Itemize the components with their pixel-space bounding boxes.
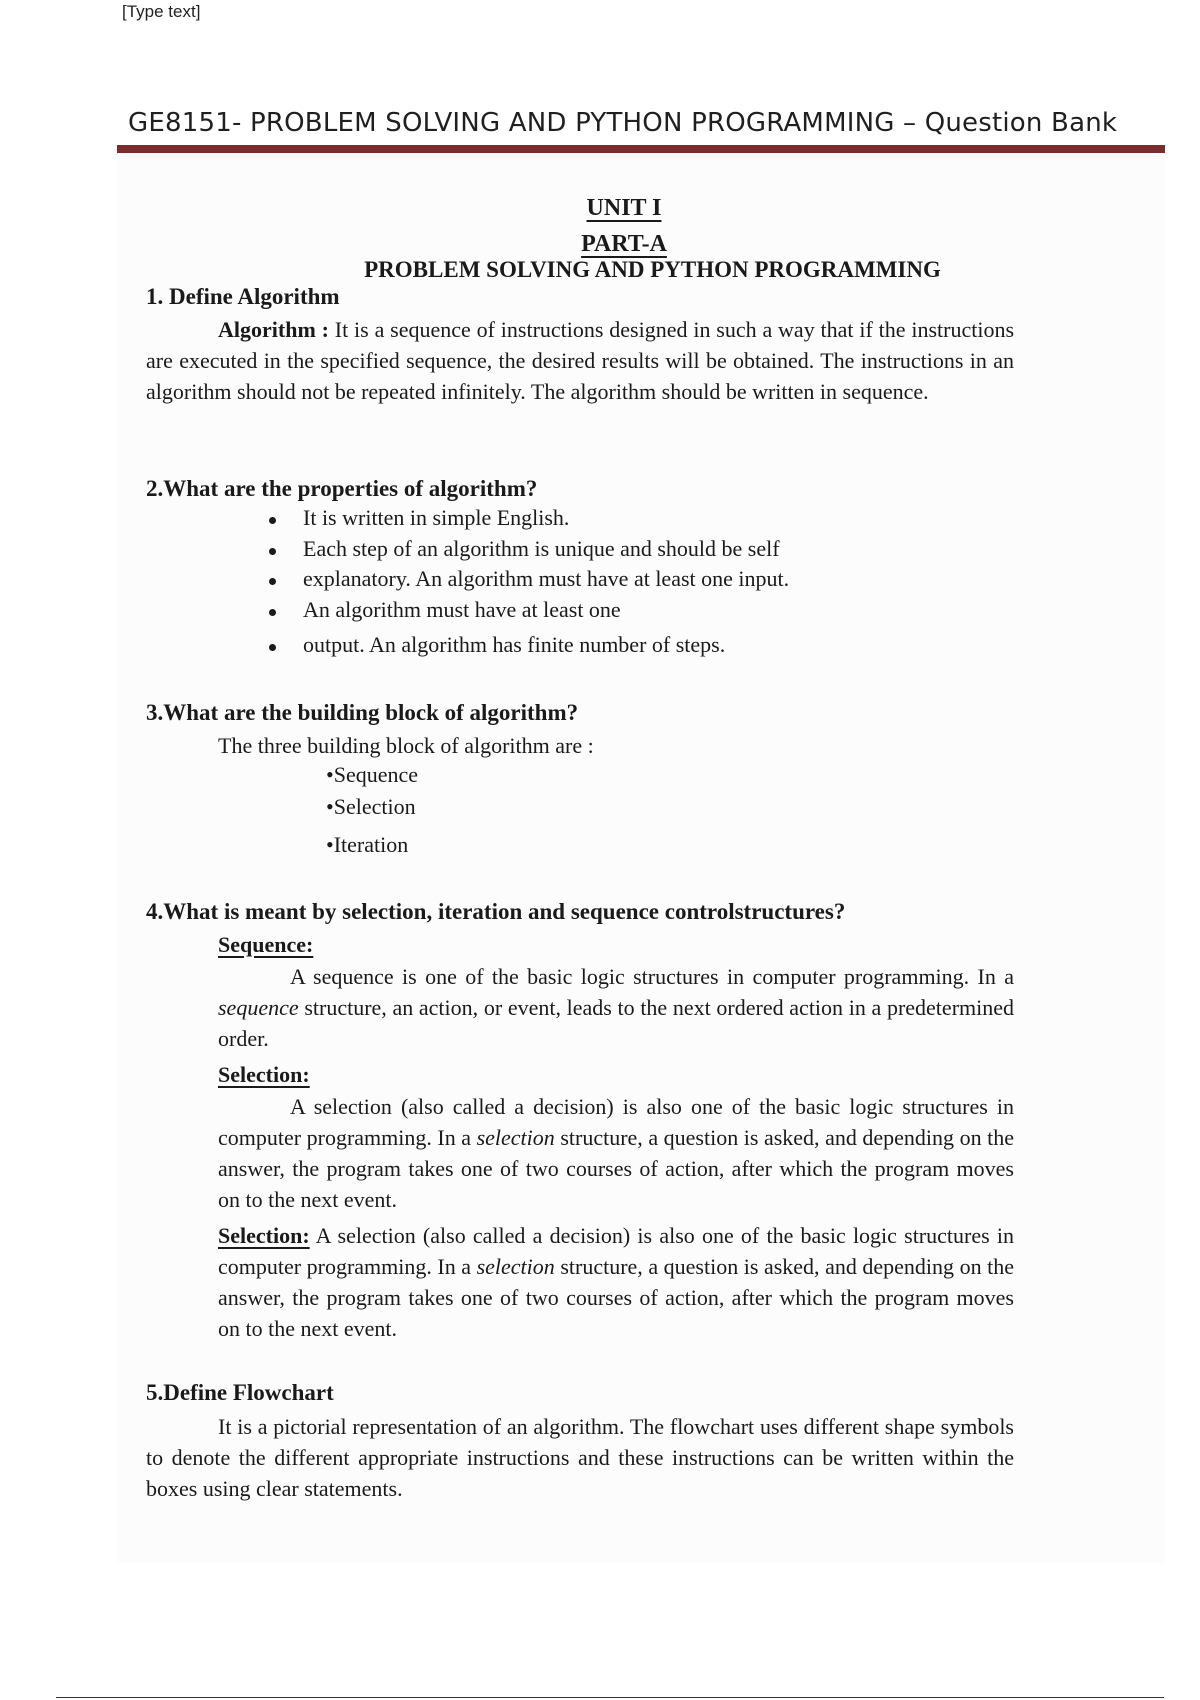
question-5-title: 5.Define Flowchart bbox=[146, 1380, 334, 1405]
bullet-icon bbox=[269, 578, 276, 585]
selection-2-text-cont: structure, a question is asked, and depending on the answer, the program takes one of two courses of action, after which the program moves on to the next event. bbox=[218, 1254, 1014, 1341]
sequence-emphasis: sequence bbox=[218, 995, 299, 1020]
sequence-paragraph bbox=[218, 961, 1014, 1054]
sequence-heading bbox=[218, 929, 1014, 960]
selection-2-heading: Selection: bbox=[218, 1223, 310, 1248]
bullet-icon bbox=[269, 609, 276, 616]
list-item: •Sequence bbox=[326, 762, 418, 787]
algorithm-term: Algorithm : bbox=[218, 317, 329, 342]
question-3-intro: The three building block of algorithm are : bbox=[218, 733, 594, 758]
algorithm-definition: It is a sequence of instructions designed in such a way that if the instructions are executed in the specified sequence, the desired results will be obtained. The instructions in an algorithm should not be repeated infinitely. The algorithm should be written in sequence. bbox=[146, 317, 1015, 404]
selection-text-cont: structure, a question is asked, and depending on the answer, the program takes one of two courses of action, after which the program moves on to the next event. bbox=[218, 1125, 1014, 1212]
selection-2-text: A selection (also called a decision) is also one of the basic logic structures in computer programming. In a bbox=[218, 1223, 1014, 1279]
building-blocks-list bbox=[326, 762, 418, 864]
question-4-title: 4.What is meant by selection, iteration and sequence controlstructures? bbox=[146, 899, 846, 924]
sequence-text: A sequence is one of the basic logic structures in computer programming. In a bbox=[290, 964, 1014, 989]
part-heading: PART-A bbox=[581, 231, 667, 257]
list-item bbox=[266, 632, 789, 663]
list-item-text: An algorithm must have at least one bbox=[303, 596, 621, 622]
selection-heading bbox=[218, 1059, 1014, 1090]
selection-2-paragraph bbox=[218, 1220, 1014, 1344]
question-3-title: 3.What are the building block of algorithm? bbox=[146, 700, 579, 725]
list-item: •Selection bbox=[326, 794, 416, 819]
sequence-heading-text: Sequence: bbox=[218, 932, 314, 957]
list-item-text: Each step of an algorithm is unique and should be self bbox=[303, 535, 780, 561]
question-5-answer bbox=[146, 1411, 1014, 1504]
bottom-rule bbox=[56, 1697, 1164, 1698]
list-item bbox=[266, 505, 789, 536]
title-rule bbox=[117, 145, 1165, 153]
bullet-icon bbox=[269, 517, 276, 524]
unit-heading: UNIT I bbox=[586, 195, 662, 221]
selection-paragraph bbox=[218, 1091, 1014, 1215]
subject-heading: PROBLEM SOLVING AND PYTHON PROGRAMMING bbox=[364, 257, 941, 282]
sequence-text-cont: structure, an action, or event, leads to the next ordered action in a predetermined order. bbox=[218, 995, 1015, 1051]
selection-text: A selection (also called a decision) is also one of the basic logic structures in computer programming. In a bbox=[218, 1094, 1014, 1150]
list-item bbox=[266, 536, 789, 567]
document-title: GE8151- PROBLEM SOLVING AND PYTHON PROGRAMMING – Question Bank bbox=[128, 108, 1118, 138]
bullet-icon bbox=[269, 548, 276, 555]
selection-emphasis: selection bbox=[476, 1125, 555, 1150]
list-item: •Iteration bbox=[326, 832, 409, 857]
question-1-answer bbox=[146, 314, 1014, 407]
selection-2-emphasis: selection bbox=[476, 1254, 555, 1279]
list-item-text: explanatory. An algorithm must have at least one input. bbox=[303, 566, 790, 591]
question-2-title: 2.What are the properties of algorithm? bbox=[146, 476, 538, 501]
list-item bbox=[266, 566, 789, 597]
flowchart-definition: It is a pictorial representation of an algorithm. The flowchart uses different shape symbols to denote the different appropriate instructions and these instructions can be written within the boxes using clear statements. bbox=[146, 1414, 1014, 1501]
list-item bbox=[266, 597, 789, 632]
bullet-icon bbox=[269, 644, 276, 651]
selection-heading-text: Selection: bbox=[218, 1062, 310, 1087]
list-item-text: output. An algorithm has finite number of steps. bbox=[303, 631, 726, 657]
properties-list bbox=[266, 505, 789, 662]
list-item-text: It is written in simple English. bbox=[303, 505, 570, 530]
header-placeholder: [Type text] bbox=[122, 2, 201, 21]
question-1-title: 1. Define Algorithm bbox=[146, 284, 340, 309]
